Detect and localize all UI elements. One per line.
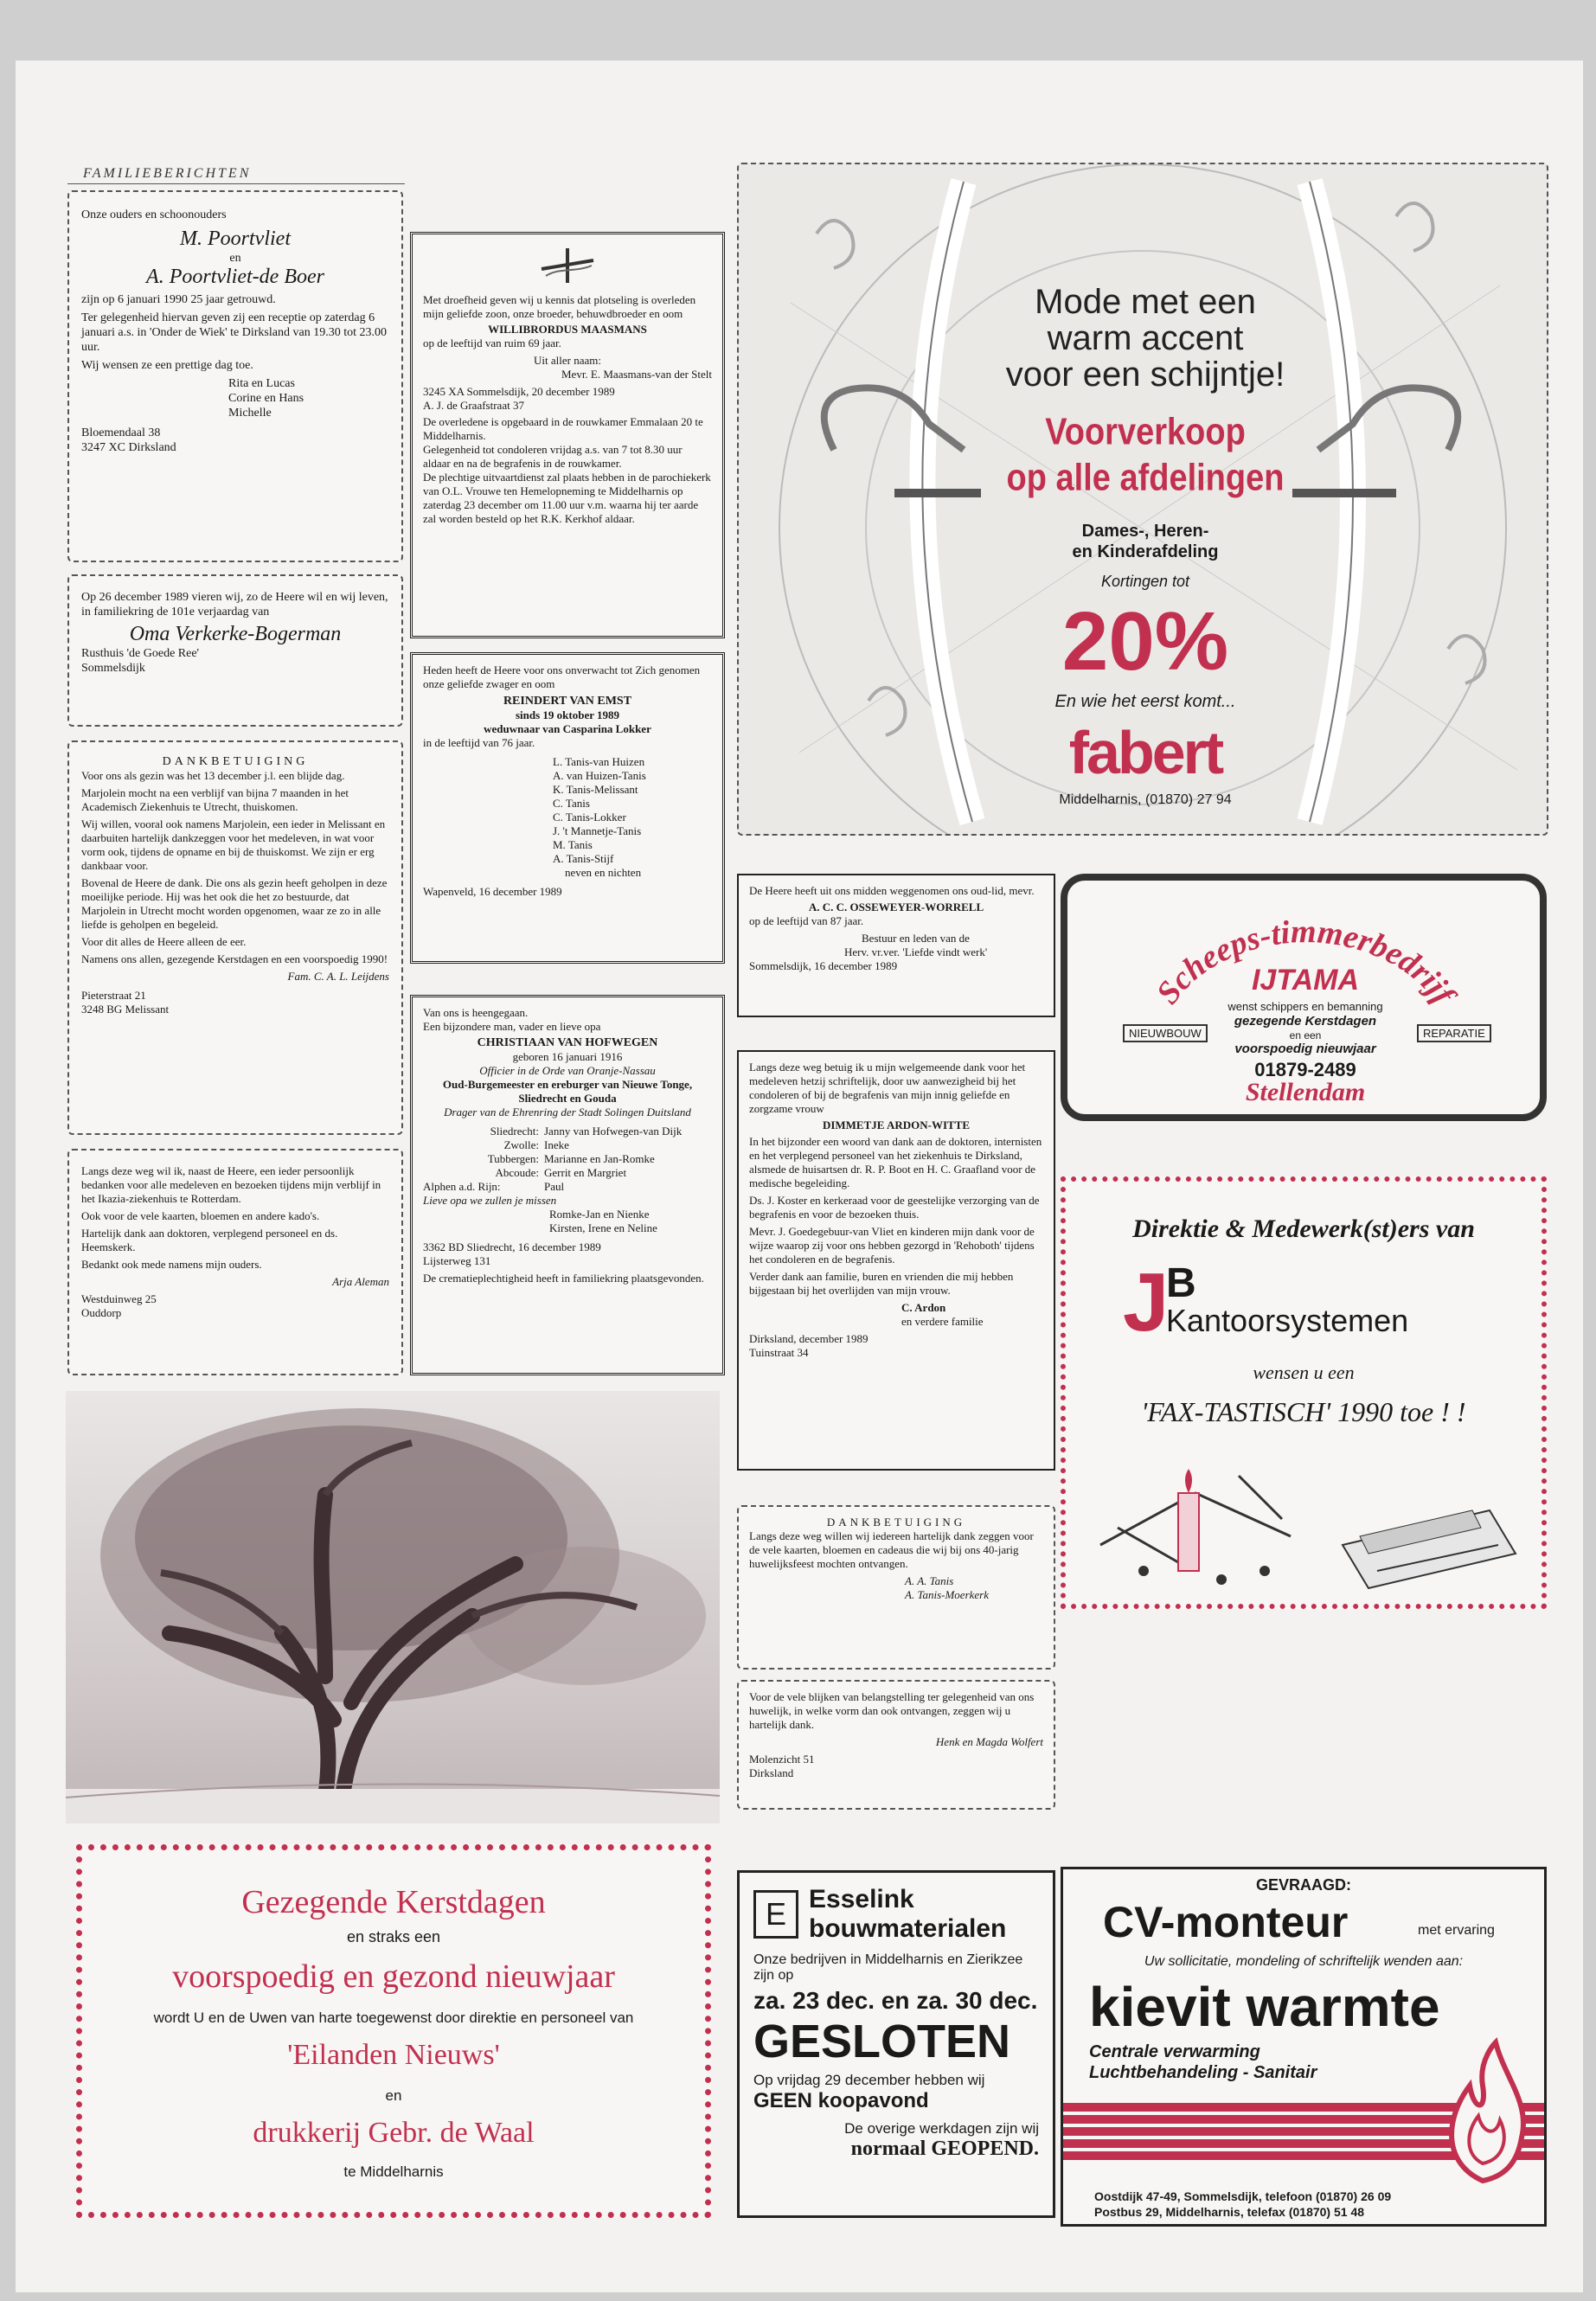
notice-address: 3248 BG Melissant [81,1003,170,1016]
notice-text: Verder dank aan familie, buren en vrienden die mij hebben bijgestaan bij het overlijden van mijn vrouw. [749,1270,1014,1297]
family-member [423,1152,712,1166]
family-member: C. Tanis [553,797,590,810]
obituary-family [423,1125,712,1194]
esselink-logo-icon: E [753,1890,798,1939]
notice-signature: Fam. C. A. L. Leijdens [287,970,389,983]
notice-address: Sommelsdijk [81,662,145,675]
arc-text: Scheeps-timmerbedrijf [1149,913,1462,1011]
family-place: Tubbergen: [487,1152,539,1165]
family-member [423,1125,712,1138]
obituary-van-emst [410,652,725,964]
family-names: Gerrit en Margriet [544,1166,627,1179]
headline-line: Mode met een [1035,283,1256,321]
obituary-text: op de leeftijd van ruim 69 jaar. [423,336,561,349]
obituary-text: Oud-Burgemeester en ereburger van Nieuwe Tonge, Sliedrecht en Gouda [442,1078,693,1105]
esselink-closed: GESLOTEN [753,2016,1011,2067]
family-member [423,1166,712,1180]
esselink-name-line: bouwmaterialen [809,1914,1007,1943]
notice-text: Voor de vele blijken van belangstelling ter gelegenheid van ons huwelijk, in welke vorm dan ook ontvangen, zeggen wij u hartelijk dank. [749,1690,1035,1731]
obituary-text: De crematieplechtigheid heeft in familiekring plaatsgevonden. [423,1272,704,1285]
ad-departments [955,521,1336,562]
family-member: K. Tanis-Melissant [553,783,638,796]
obituary-place: Wapenveld, 16 december 1989 [423,885,562,898]
family-member: M. Tanis [553,838,593,851]
notice-text: In het bijzonder een woord van dank aan de doktoren, internisten en het verplegend personeel van het ziekenhuis te Dirksland, alsmede de huisartsen dr. R. P. Boot en H. C. Graafland voor de medische begeleiding. [749,1135,1042,1189]
notice-name: DIMMETJE ARDON-WITTE [822,1118,971,1131]
esselink-text: GEEN koopavond [753,2089,929,2112]
notice-address: Pieterstraat 21 [81,989,146,1002]
obituary-address: 3362 BD Sliedrecht, 16 december 1989 [423,1240,601,1253]
ad-ijtama [1061,874,1547,1121]
notice-text: Langs deze weg wil ik, naast de Heere, een ieder persoonlijk bedanken voor alle medeleven en bezoeken tijdens mijn verblijf in het Ikazia-ziekenhuis te Rotterdam. [81,1164,381,1205]
obituary-text: De Heere heeft uit ons midden weggenomen ons oud-lid, mevr. [749,884,1035,897]
obituary-text: Een bijzondere man, vader en lieve opa [423,1020,601,1033]
notice-poortvliet [67,190,403,562]
notice-address: Ouddorp [81,1306,122,1319]
obituary-text: De plechtige uitvaartdienst zal plaats hebben in de parochiekerk van O.L. Vrouwe ten Hemelopneming te Middelharnis op zaterdag 23 december om 11.00 uur v.m. waarna hij ter aarde zal worden besteld op het R.K. Kerkhof aldaar. [423,471,711,525]
family-names: Marianne en Jan-Romke [544,1152,655,1165]
greeting-line: wordt U en de Uwen van harte toegewenst door direktie en personeel van [153,2009,634,2026]
obituary-text: op de leeftijd van 87 jaar. [749,914,864,927]
greeting-headline: voorspoedig en gezond nieuwjaar [172,1958,615,1995]
notice-signature: A. A. Tanis [905,1574,954,1587]
header-rule [67,183,405,184]
obituary-name: CHRISTIAAN VAN HOFWEGEN [477,1036,658,1049]
family-member [423,1180,712,1194]
obituary-text: De overledene is opgebaard in de rouwkamer Emmalaan 20 te Middelharnis. [423,415,703,442]
family-names: Ineke [544,1138,569,1151]
esselink-text: Op vrijdag 29 december hebben wij [753,2072,985,2088]
jb-name: Kantoorsystemen [1166,1303,1409,1338]
ad-presale [955,409,1336,501]
ad-fabert [737,163,1548,836]
notice-text: Wij wensen ze een prettige dag toe. [81,359,253,372]
obituary-text: sinds 19 oktober 1989 [515,708,620,721]
presale-line: op alle afdelingen [1006,457,1285,499]
notice-signature: A. Tanis-Moerkerk [905,1588,990,1601]
headline-line: voor een schijntje! [1005,356,1285,394]
greeting-headline: Gezegende Kerstdagen [241,1884,546,1920]
obituary-text: Met droefheid geven wij u kennis dat plotseling is overleden mijn geliefde zoon, onze broeder, behuwdbroeder en oom [423,293,696,320]
esselink-name-line: Esselink [809,1885,914,1913]
ad-kerst-greeting [76,1844,711,2218]
notice-signature: Arja Aleman [332,1275,389,1288]
notice-text: Langs deze weg willen wij iedereen hartelijk dank zeggen voor de vele kaarten, bloemen en cadeaus die wij bij ons 40-jarig huwelijksfeest mochten ontvangen. [749,1529,1034,1570]
notice-signature: Rita en Lucas [228,377,295,390]
obituary-maasmans [410,232,725,638]
family-names: Janny van Hofwegen-van Dijk [544,1125,683,1138]
kievit-address: Postbus 29, Middelharnis, telefax (01870) 51 48 [1094,2205,1365,2219]
family-place: Alphen a.d. Rijn: [423,1180,501,1193]
family-place: Zwolle: [503,1138,539,1151]
esselink-text: Onze bedrijven in Middelharnis en Zierikzee zijn op [753,1952,1023,1983]
esselink-text: normaal GEOPEND. [850,2138,1039,2160]
family-member: C. Tanis-Lokker [553,811,626,824]
ad-address: Middelharnis, (01870) 27 94 [1059,792,1232,807]
obituary-signature: Herv. vr.ver. 'Liefde vindt werk' [844,945,988,958]
greeting-line: voorspoedig nieuwjaar [1234,1042,1376,1056]
notice-address: 3247 XC Dirksland [81,441,176,454]
obituary-text: Drager van de Ehrenring der Stadt Solingen Duitsland [444,1106,691,1118]
ad-kievit-warmte [1061,1867,1547,2227]
greeting-line: gezegende Kerstdagen [1234,1014,1377,1029]
notice-text: Op 26 december 1989 vieren wij, zo de Heere wil en wij leven, in familiekring de 101e verjaardag van [81,591,388,619]
notice-text: Langs deze weg betuig ik u mijn welgemeende dank voor het medeleven hetzij schriftelijk, door uw aanwezigheid bij het condoleren of bij de begrafenis van mijn innig geliefde en zorgzame vrouw [749,1061,1026,1115]
notice-title: DANKBETUIGING [162,755,309,768]
ijtama-town: Stellendam [1245,1078,1366,1106]
notice-intro: Onze ouders en schoonouders [81,208,227,221]
family-member: Kirsten, Irene en Neline [549,1221,657,1234]
family-member: A. van Huizen-Tanis [553,769,646,782]
greeting-line: en [385,2087,402,2104]
section-header: FAMILIEBERICHTEN [83,166,252,181]
notice-signature: Corine en Hans [228,392,304,405]
label-reparatie: REPARATIE [1417,1024,1491,1042]
notice-text: Ook voor de vele kaarten, bloemen en andere kado's. [81,1209,320,1222]
candle-fax-illustration [1092,1441,1524,1606]
family-member: J. 't Mannetje-Tanis [553,824,642,837]
kievit-job: CV-monteur [1103,1898,1349,1946]
family-place: Abcoude: [495,1166,539,1179]
notice-text: Voor dit alles de Heere alleen de eer. [81,935,247,948]
cross-icon [533,243,602,288]
kievit-wanted: GEVRAAGD: [1255,1876,1351,1894]
notice-signature: Henk en Magda Wolfert [935,1735,1043,1748]
obituary-family [423,755,712,880]
flame-icon [1435,2034,1530,2189]
notice-aleman [67,1149,403,1375]
obituary-address: A. J. de Graafstraat 37 [423,399,524,412]
notice-address: Dirksland [749,1766,794,1779]
notice-text: Hartelijk dank aan doktoren, verplegend personeel en ds. Heemskerk. [81,1227,338,1253]
obituary-text: Van ons is heengegaan. [423,1006,529,1019]
jb-fax-tagline: 'FAX-TASTISCH' 1990 toe ! ! [1141,1396,1466,1427]
notice-tanis [737,1505,1055,1670]
notice-text: Bedankt ook mede namens mijn ouders. [81,1258,262,1271]
notice-text: Bovenal de Heere de dank. Die ons als gezin heeft geholpen in deze moeilijke periode. Hij was het ook die het zo bestuurde, dat Marjolein in Utrecht mocht worden opgenomen, waar ze zo in alle liefde is geholpen en begeleid. [81,876,388,931]
obituary-signature: Mevr. E. Maasmans-van der Stelt [561,368,712,381]
obituary-text: Uit aller naam: [534,354,601,367]
obituary-van-hofwegen [410,995,725,1375]
kievit-name: kievit warmte [1089,1976,1440,2038]
obituary-name: REINDERT VAN EMST [503,695,632,708]
headline-line: warm accent [1047,319,1244,357]
label-nieuwbouw: NIEUWBOUW [1123,1024,1208,1042]
greeting-headline: 'Eilanden Nieuws' [287,2039,500,2071]
notice-text: zijn op 6 januari 1990 25 jaar getrouwd. [81,293,276,306]
obituary-address: Lijsterweg 131 [423,1254,491,1267]
obituary-text: Officier in de Orde van Oranje-Nassau [479,1064,656,1077]
obituary-name: WILLIBRORDUS MAASMANS [488,323,647,336]
kievit-apply: Uw sollicitatie, mondeling of schriftelijk wenden aan: [1144,1954,1464,1969]
greeting-headline: drukkerij Gebr. de Waal [253,2117,535,2149]
notice-leijdens [67,740,403,1135]
family-member [423,1138,712,1152]
presale-line: Voorverkoop [1045,411,1246,453]
notice-place: Dirksland, december 1989 [749,1332,869,1345]
ijtama-phone: 01879-2489 [1254,1059,1356,1080]
notice-ardon [737,1050,1055,1471]
family-member: A. Tanis-Stijf [553,852,614,865]
family-place: Sliedrecht: [490,1125,539,1138]
jb-line: Direktie & Medewerk(st)ers van [1132,1215,1475,1243]
notice-text: Voor ons als gezin was het 13 december j.l. een blijde dag. [81,769,345,782]
notice-title: DANKBETUIGING [826,1516,966,1529]
notice-signature: Michelle [228,407,272,420]
notice-text: Ds. J. Koster en kerkeraad voor de geestelijke verzorging van de begrafenis en voor de bezoeken thuis. [749,1194,1040,1221]
notice-text: Namens ons allen, gezegende Kerstdagen en een voorspoedig 1990! [81,952,388,965]
notice-name: Oma Verkerke-Bogerman [129,623,342,645]
obituary-place: Sommelsdijk, 16 december 1989 [749,959,898,972]
notice-address: Westduinweg 25 [81,1292,157,1305]
esselink-text: De overige werkdagen zijn wij [844,2120,1039,2137]
notice-address: Bloemendaal 38 [81,426,161,439]
fabert-logo: fabert [1068,719,1222,786]
kievit-service: Luchtbehandeling - Sanitair [1089,2063,1317,2082]
obituary-text: Gelegenheid tot condoleren vrijdag a.s. van 7 tot 8.30 uur aldaar en na de begrafenis in de rouwkamer. [423,443,683,470]
tree-illustration [66,1391,720,1823]
notice-verkerke [67,574,403,727]
winter-tree-photo [66,1391,720,1823]
notice-text: Marjolein mocht na een verblijf van bijna 7 maanden in het Academisch Ziekenhuis te Utrecht, thuiskomen. [81,786,349,813]
notice-address: Molenzicht 51 [749,1753,815,1766]
discount-label: Kortingen tot [1100,573,1190,590]
esselink-header [753,1885,1039,1944]
notice-address: Rusthuis 'de Goede Ree' [81,647,200,660]
esselink-dates: za. 23 dec. en za. 30 dec. [753,1987,1038,2014]
greeting-line: wenst schippers en bemanning [1227,1000,1383,1013]
family-names: Paul [544,1180,565,1193]
greeting-line: te Middelharnis [343,2163,444,2180]
greeting-line: en straks een [346,1928,441,1945]
obituary-text: geboren 16 januari 1916 [512,1050,623,1063]
notice-name: M. Poortvliet [180,228,291,250]
obituary-signature: Bestuur en leden van de [862,932,970,945]
jb-line: wensen u een [1253,1362,1355,1383]
jb-logo: J [1123,1256,1170,1349]
notice-name: A. Poortvliet-de Boer [146,266,324,288]
family-member: neven en nichten [565,866,642,879]
notice-address: Tuinstraat 34 [749,1346,809,1359]
obituary-address: 3245 XA Sommelsdijk, 20 december 1989 [423,385,615,398]
ad-headline [955,284,1336,393]
ad-tagline: En wie het eerst komt... [1054,692,1236,711]
kievit-service: Centrale verwarming [1089,2042,1260,2061]
notice-signature: C. Ardon [901,1301,946,1314]
ad-jb-kantoorsystemen [1061,1176,1547,1609]
notice-signature: en verdere familie [901,1315,984,1328]
notice-text: Ter gelegenheid hiervan geven zij een receptie op zaterdag 6 januari a.s. in 'Onder de Wiek' te Dirksland van 19.30 tot 23.00 uur. [81,311,387,354]
obituary-text: weduwnaar van Casparina Lokker [484,722,651,735]
obituary-text: in de leeftijd van 76 jaar. [423,736,535,749]
family-member: L. Tanis-van Huizen [553,755,645,768]
newspaper-page [16,61,1583,2292]
kievit-address: Oostdijk 47-49, Sommelsdijk, telefoon (01870) 26 09 [1094,2189,1392,2203]
obituary-text: Lieve opa we zullen je missen [423,1194,557,1207]
department-line: en Kinderafdeling [1072,542,1219,561]
notice-text: Wij willen, vooral ook namens Marjolein, een ieder in Melissant en daarbuiten hartelijk dankzeggen voor het medeleven, in wat voor vorm ook, tijdens de opname en bij de thuiskomst. We zijn er erg dankbaar voor. [81,817,386,872]
notice-wolfert [737,1680,1055,1810]
kievit-experience: met ervaring [1418,1923,1495,1938]
jb-logo: B [1166,1260,1196,1306]
discount-percent: 20% [1061,595,1229,688]
department-line: Dames-, Heren- [1081,522,1209,541]
family-member: Romke-Jan en Nienke [549,1208,650,1221]
obituary-osseweyer [737,874,1055,1017]
esselink-name [809,1885,1006,1944]
greeting-line: en een [1289,1029,1322,1042]
obituary-name: A. C. C. OSSEWEYER-WORRELL [808,901,984,913]
notice-text: Mevr. J. Goedegebuur-van Vliet en kinderen mijn dank voor de wijze waarop zij voor ons hebben gezorgd in 'Rehoboth' tijdens het condoleren en de begrafenis. [749,1225,1035,1266]
obituary-text: Heden heeft de Heere voor ons onverwacht tot Zich genomen onze geliefde zwager en oom [423,663,701,690]
ijtama-name: IJTAMA [1251,964,1360,997]
notice-text: en [229,252,241,265]
ad-esselink [737,1870,1055,2218]
